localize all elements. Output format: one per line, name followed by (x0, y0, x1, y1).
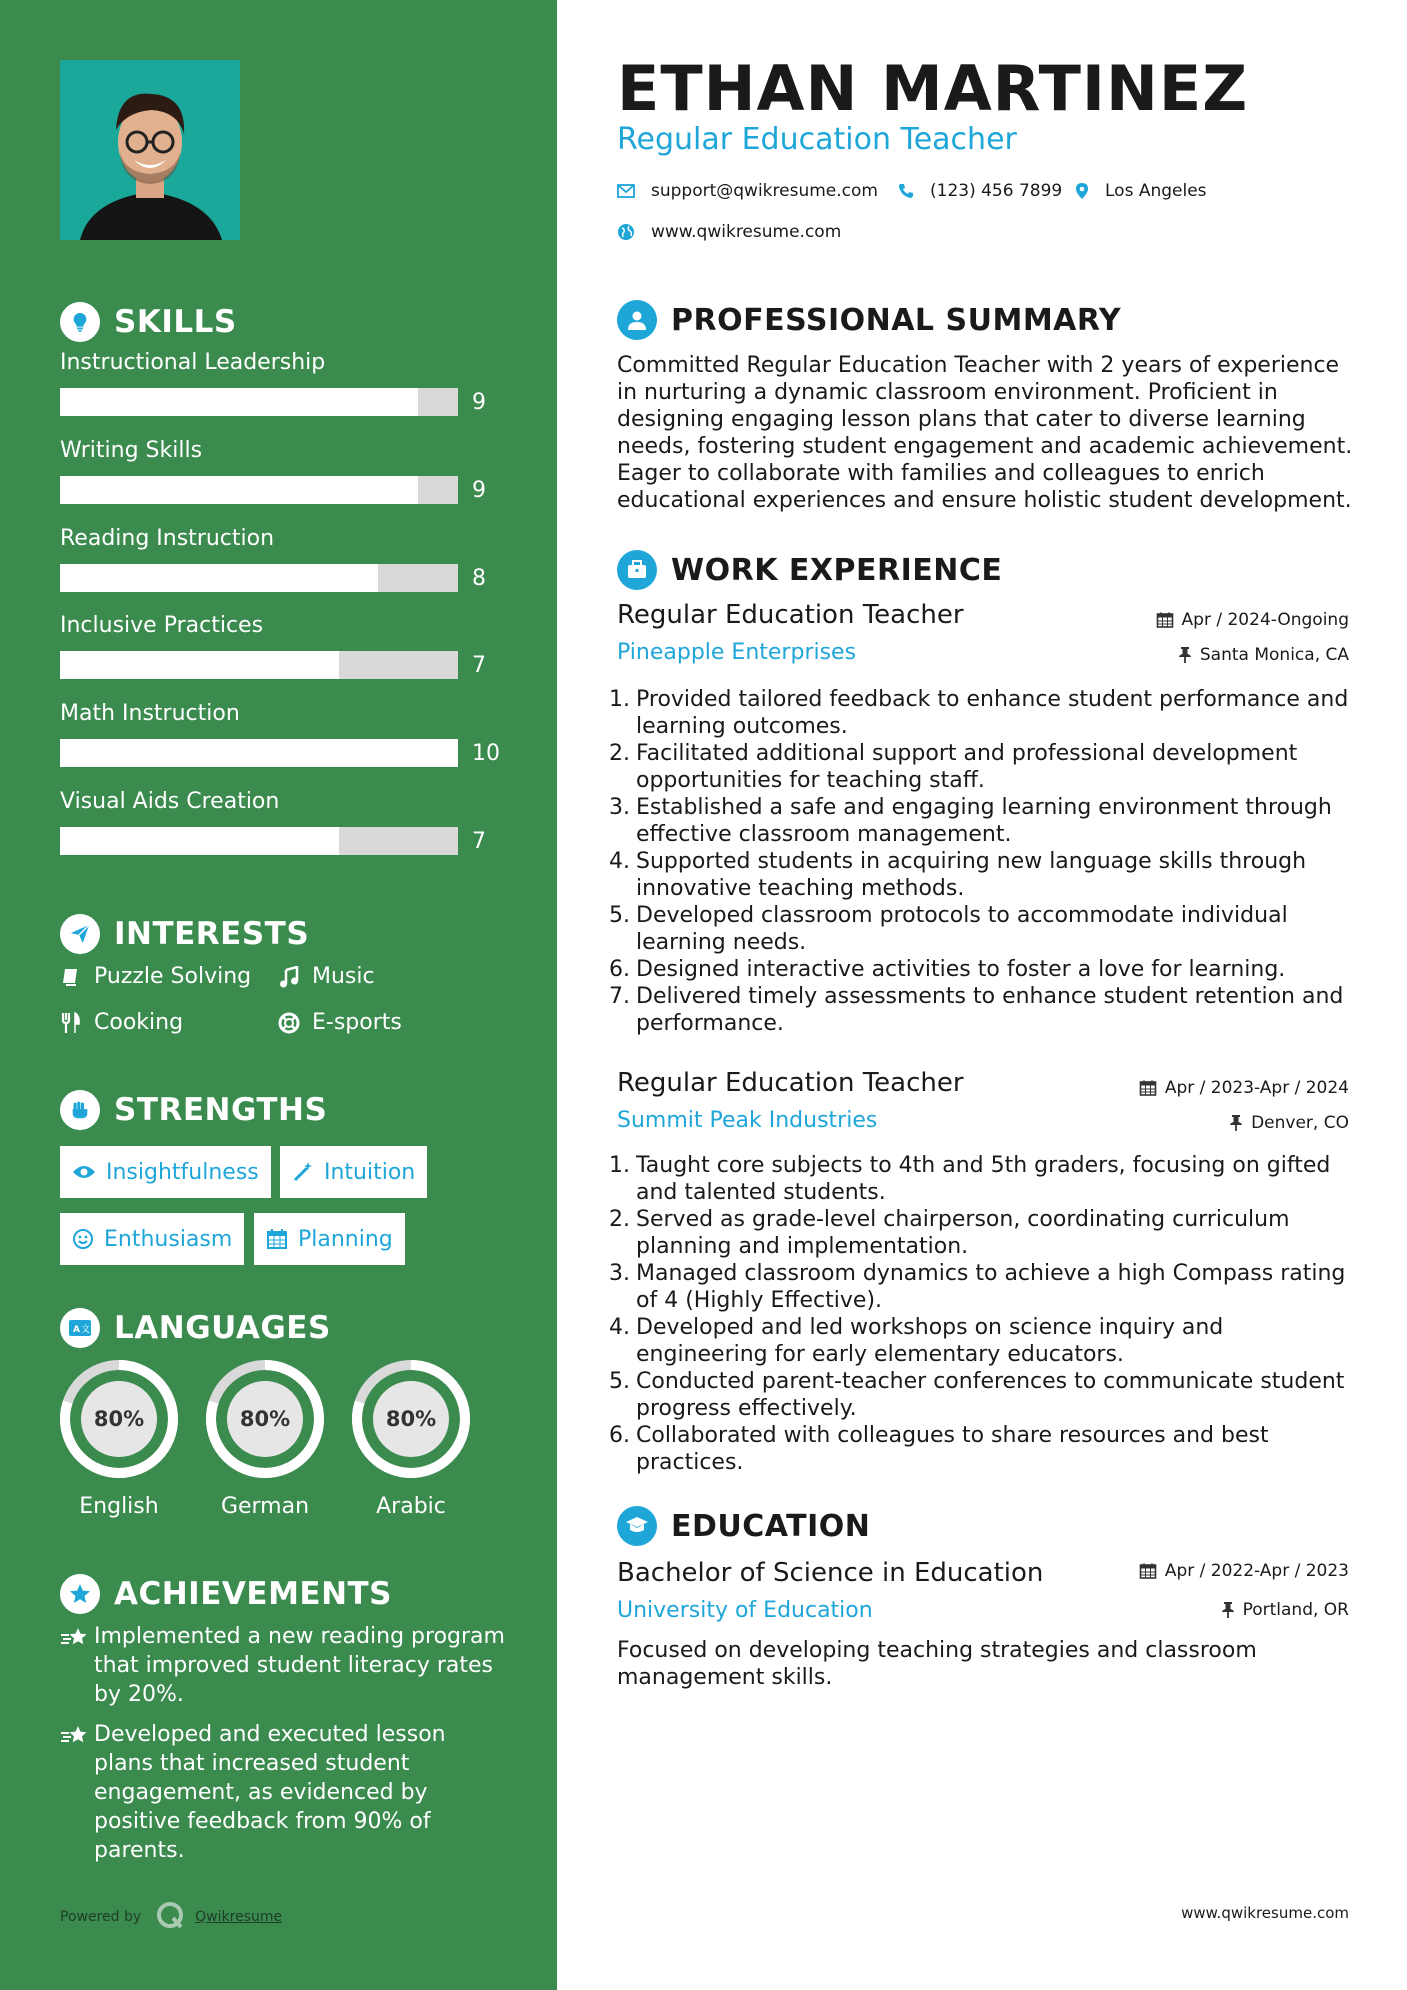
interest-music (278, 964, 375, 989)
list-item (609, 794, 1354, 848)
list-item (609, 1314, 1354, 1368)
svg-text:A: A (73, 1325, 80, 1335)
list-item (609, 1260, 1354, 1314)
list-number: 6. (609, 1423, 630, 1448)
job-duties-list (609, 1152, 1354, 1476)
list-number: 5. (609, 1369, 630, 1394)
skill-item (60, 438, 500, 503)
list-number: 6. (609, 957, 630, 982)
language-item (58, 1358, 180, 1519)
skills-title: SKILLS (114, 304, 237, 340)
graduation-cap-icon (617, 1506, 657, 1546)
interest-label: E-sports (312, 1010, 402, 1035)
list-number: 1. (609, 1153, 630, 1178)
skill-label: Visual Aids Creation (60, 789, 280, 814)
education-heading (617, 1506, 870, 1546)
strength-label: Planning (298, 1226, 393, 1252)
strength-label: Enthusiasm (104, 1226, 233, 1252)
strength-insightfulness (60, 1146, 271, 1198)
list-number: 3. (609, 1261, 630, 1286)
lightbulb-icon (60, 302, 100, 342)
powered-by (60, 1900, 282, 1934)
list-number: 4. (609, 1315, 630, 1340)
skill-bar-fill (60, 739, 458, 767)
skill-bar (60, 739, 458, 767)
powered-by-label: Powered by (60, 1909, 142, 1925)
pushpin-icon (1229, 1114, 1243, 1132)
interest-cooking (60, 1010, 183, 1035)
language-name: English (79, 1494, 159, 1519)
job-title: Regular Education Teacher (617, 600, 964, 630)
paper-plane-icon (60, 914, 100, 954)
strength-label: Insightfulness (106, 1159, 259, 1185)
briefcase-icon (617, 550, 657, 590)
achievement-text: Implemented a new reading program that improved student literacy rates by 20%. (94, 1624, 505, 1707)
list-text: Developed and led workshops on science inquiry and engineering for early elementary educators. (636, 1315, 1224, 1367)
list-item (609, 902, 1354, 956)
language-percent: 80% (385, 1407, 437, 1431)
languages-title: LANGUAGES (114, 1310, 331, 1346)
achievements-title: ACHIEVEMENTS (114, 1576, 393, 1612)
user-icon (617, 300, 657, 340)
list-number: 7. (609, 984, 630, 1009)
list-number: 3. (609, 795, 630, 820)
job-location-text: Santa Monica, CA (1199, 645, 1349, 665)
fist-icon (60, 1090, 100, 1130)
list-text: Facilitated additional support and professional development opportunities for teaching staff. (636, 741, 1298, 793)
achievement-item (60, 1622, 510, 1709)
list-text: Managed classroom dynamics to achieve a high Compass rating of 4 (Highly Effective). (636, 1261, 1346, 1313)
smile-icon (72, 1228, 94, 1250)
list-item (609, 1152, 1354, 1206)
contact-email[interactable] (617, 181, 878, 201)
language-percent: 80% (239, 1407, 291, 1431)
email-text: support@qwikresume.com (651, 181, 878, 201)
shooting-star-icon (60, 1626, 94, 1709)
footer-website[interactable]: www.qwikresume.com (1181, 1904, 1349, 1922)
contact-website[interactable] (617, 222, 841, 242)
map-pin-icon (1075, 182, 1089, 200)
language-item (350, 1358, 472, 1519)
skills-heading (60, 302, 237, 342)
list-number: 4. (609, 849, 630, 874)
skill-label: Inclusive Practices (60, 613, 264, 638)
list-text: Delivered timely assessments to enhance student retention and performance. (636, 984, 1344, 1036)
achievements-heading (60, 1574, 392, 1614)
cutlery-icon (60, 1012, 82, 1034)
job-duties-list (609, 686, 1354, 1037)
list-text: Collaborated with colleagues to share resources and best practices. (636, 1423, 1269, 1475)
language-item (204, 1358, 326, 1519)
skill-value: 7 (472, 829, 486, 854)
candidate-name: ETHAN MARTINEZ (617, 52, 1249, 125)
lifebuoy-icon (278, 1012, 300, 1034)
education-dates (1139, 1561, 1349, 1581)
skill-bar (60, 827, 458, 855)
skill-value: 7 (472, 653, 486, 678)
list-text: Taught core subjects to 4th and 5th graders, focusing on gifted and talented students. (636, 1153, 1331, 1205)
skill-bar (60, 651, 458, 679)
interest-label: Puzzle Solving (94, 964, 252, 989)
education-text: Focused on developing teaching strategies and classroom management skills. (617, 1638, 1257, 1690)
skill-bar (60, 388, 458, 416)
summary-text: Committed Regular Education Teacher with 2 years of experience in nurturing a dynamic classroom environment. Proficient in designing engaging lesson plans that cater to diverse learning needs, fostering student engagement and academic achievement. Eager to collaborate with families and colleagues to enrich educational experiences and ensure holistic student development. (617, 353, 1353, 513)
skill-item (60, 789, 500, 854)
language-ring (350, 1358, 472, 1480)
shooting-star-icon (60, 1724, 94, 1865)
education-dates-text: Apr / 2022-Apr / 2023 (1164, 1561, 1349, 1581)
job-location (1229, 1113, 1349, 1133)
interest-puzzle-solving (60, 964, 251, 989)
achievement-item (60, 1720, 510, 1865)
contact-location (1075, 181, 1207, 201)
list-item (609, 983, 1354, 1037)
interest-esports (278, 1010, 402, 1035)
calendar-icon (1139, 1562, 1157, 1580)
list-number: 1. (609, 687, 630, 712)
skill-value: 8 (472, 566, 486, 591)
pushpin-icon (1178, 646, 1192, 664)
pushpin-icon (1221, 1601, 1235, 1619)
skill-label: Instructional Leadership (60, 350, 326, 375)
translate-icon (60, 1308, 100, 1348)
strength-enthusiasm (60, 1213, 244, 1265)
languages-heading (60, 1308, 331, 1348)
job-title: Regular Education Teacher (617, 1068, 964, 1098)
list-item (609, 956, 1354, 983)
profile-photo (60, 60, 240, 240)
eye-icon (72, 1164, 96, 1180)
calendar-icon (1139, 1079, 1157, 1097)
education-location (1221, 1600, 1349, 1620)
language-name: Arabic (376, 1494, 446, 1519)
skill-bar-fill (60, 827, 339, 855)
skill-item (60, 613, 500, 678)
language-percent: 80% (93, 1407, 145, 1431)
contact-phone[interactable] (898, 181, 1062, 201)
job-company: Summit Peak Industries (617, 1108, 878, 1133)
skill-bar-fill (60, 564, 378, 592)
globe-icon (617, 223, 635, 241)
language-ring (58, 1358, 180, 1480)
experience-heading (617, 550, 1002, 590)
summary-title: PROFESSIONAL SUMMARY (671, 302, 1122, 338)
skill-bar-fill (60, 388, 418, 416)
job-company: Pineapple Enterprises (617, 640, 857, 665)
skill-item (60, 526, 500, 591)
skill-value: 9 (472, 478, 486, 503)
skill-value: 10 (472, 741, 500, 766)
list-text: Provided tailored feedback to enhance student performance and learning outcomes. (636, 687, 1349, 739)
list-item (609, 1206, 1354, 1260)
skill-label: Writing Skills (60, 438, 203, 463)
strength-intuition (280, 1146, 427, 1198)
phone-text: (123) 456 7899 (930, 181, 1063, 201)
book-icon (60, 967, 82, 987)
website-text: www.qwikresume.com (651, 222, 842, 242)
skill-value: 9 (472, 390, 486, 415)
interest-label: Cooking (94, 1010, 184, 1035)
location-text: Los Angeles (1105, 181, 1207, 201)
list-text: Supported students in acquiring new language skills through innovative teaching methods. (636, 849, 1307, 901)
job-dates (1139, 1078, 1349, 1098)
job-dates (1156, 610, 1349, 630)
language-ring (204, 1358, 326, 1480)
qwikresume-logo-icon (155, 1900, 185, 1934)
sidebar (0, 0, 557, 1990)
list-item (609, 740, 1354, 794)
envelope-icon (617, 184, 635, 198)
list-text: Established a safe and engaging learning environment through effective classroom management. (636, 795, 1332, 847)
job-dates-text: Apr / 2024-Ongoing (1181, 610, 1349, 630)
list-text: Developed classroom protocols to accommodate individual learning needs. (636, 903, 1288, 955)
education-degree: Bachelor of Science in Education (617, 1558, 1044, 1588)
language-name: German (220, 1494, 310, 1519)
strengths-title: STRENGTHS (114, 1092, 328, 1128)
interests-title: INTERESTS (114, 916, 310, 952)
magic-wand-icon (292, 1161, 314, 1183)
interests-heading (60, 914, 309, 954)
job-dates-text: Apr / 2023-Apr / 2024 (1164, 1078, 1349, 1098)
job-location (1178, 645, 1349, 665)
list-text: Served as grade-level chairperson, coordinating curriculum planning and implementation. (636, 1207, 1290, 1259)
phone-icon (898, 183, 914, 199)
list-item (609, 1368, 1354, 1422)
education-location-text: Portland, OR (1242, 1600, 1349, 1620)
list-text: Conducted parent-teacher conferences to communicate student progress effectively. (636, 1369, 1345, 1421)
skill-bar-fill (60, 651, 339, 679)
list-number: 2. (609, 741, 630, 766)
skill-item (60, 701, 500, 766)
qwikresume-link[interactable]: Qwikresume (195, 1909, 283, 1925)
strengths-heading (60, 1090, 327, 1130)
skill-bar-fill (60, 476, 418, 504)
skill-item (60, 350, 500, 415)
strength-planning (254, 1213, 405, 1265)
candidate-role: Regular Education Teacher (617, 122, 1017, 157)
music-icon (278, 966, 300, 988)
svg-text:文: 文 (81, 1325, 91, 1335)
achievement-text: Developed and executed lesson plans that increased student engagement, as evidenced by positive feedback from 90% of parents. (94, 1722, 446, 1863)
summary-heading (617, 300, 1121, 340)
calendar-icon (266, 1228, 288, 1250)
skill-label: Math Instruction (60, 701, 240, 726)
list-number: 5. (609, 903, 630, 928)
experience-title: WORK EXPERIENCE (671, 552, 1003, 588)
education-school: University of Education (617, 1598, 873, 1623)
list-item (609, 686, 1354, 740)
list-number: 2. (609, 1207, 630, 1232)
education-title: EDUCATION (671, 1508, 871, 1544)
skill-label: Reading Instruction (60, 526, 275, 551)
skill-bar (60, 564, 458, 592)
skill-bar (60, 476, 458, 504)
interest-label: Music (312, 964, 375, 989)
strength-label: Intuition (324, 1159, 416, 1185)
star-badge-icon (60, 1574, 100, 1614)
list-item (609, 1422, 1354, 1476)
job-location-text: Denver, CO (1251, 1113, 1349, 1133)
list-text: Designed interactive activities to foster a love for learning. (636, 957, 1286, 982)
list-item (609, 848, 1354, 902)
calendar-icon (1156, 611, 1174, 629)
